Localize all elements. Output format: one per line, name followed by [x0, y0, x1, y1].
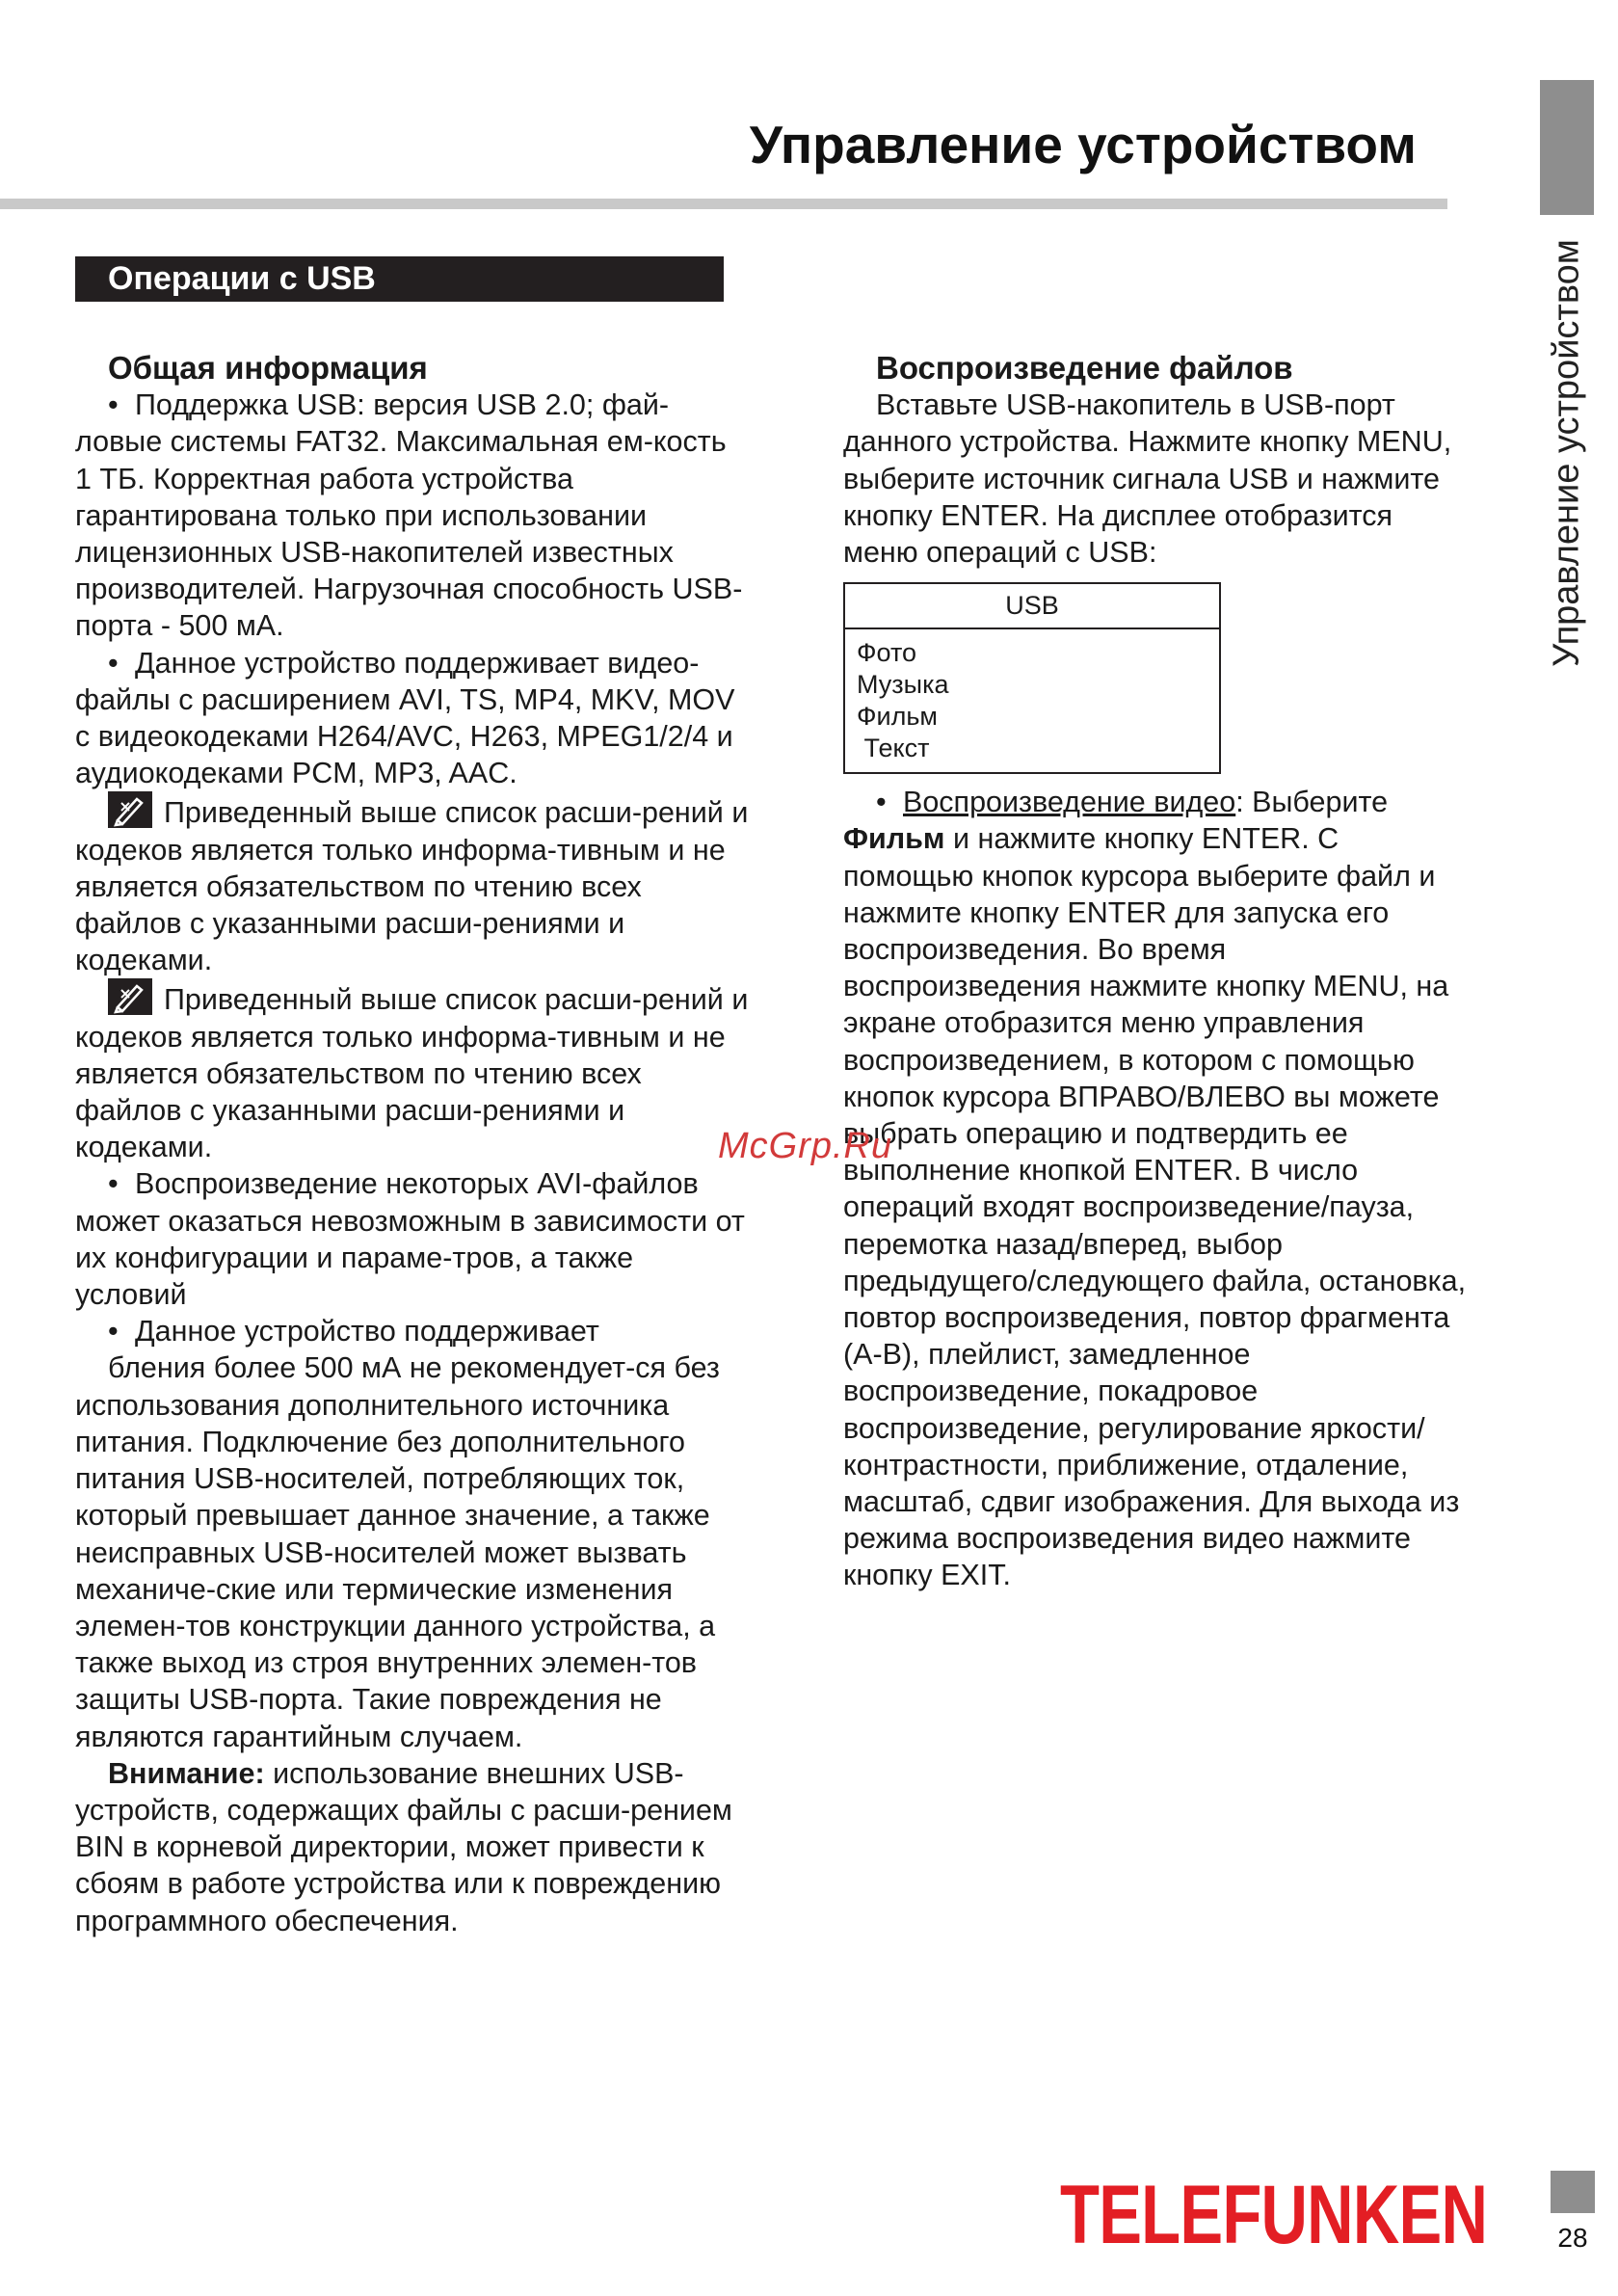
bullet-icon: • [108, 388, 119, 422]
note-pencil-icon [108, 791, 152, 828]
bullet-icon: • [108, 646, 119, 680]
bullet-device-supports: • Данное устройство поддерживает [75, 1313, 750, 1349]
playback-intro: Вставьте USB-накопитель в USB-порт данного устройства. Нажмите кнопку MENU, выберите источник сигнала USB и нажмите кнопку ENTER. На дисплее отобразится меню операций с USB: [843, 388, 1452, 570]
bullet-avi-playback: • Воспроизведение некоторых AVI-файлов может оказаться невозможным в зависимости от их конфигурации и параме-тров, а также условий [75, 1167, 745, 1312]
watermark: McGrp.Ru [718, 1126, 893, 1166]
bullet-video-formats: • Данное устройство поддерживает видео-файлы с расширением AVI, TS, MP4, MKV, MOV с видеокодеками H264/AVC, H263, MPEG1/2/4 и аудиокодеками PCM, MP3, AAC. [75, 646, 735, 790]
section-title: Операции с USB [75, 256, 724, 302]
bullet-icon: • [876, 786, 887, 819]
video-playback-paragraph: • Воспроизведение видео: Выберите Фильм и нажмите кнопку ENTER. С помощью кнопок курсора выберите файл и нажмите кнопку ENTER для запуска его воспроизведения. Во время воспроизведения нажмите кнопку MENU, на экране отобразится меню управления воспроизведением, в котором с помощью кнопок курсора ВПРАВО/ВЛЕВО вы можете выбрать операцию и подтвердить ее выполнение кнопкой ENTER. В число операций входят воспроизведение/пауза, перемотка назад/вперед, выбор предыдущего/следующего файла, остановка, повтор воспроизведения, повтор фрагмента (A-B), плейлист, замедленное воспроизведение, покадровое воспроизведение, регулирование яркости/контрастности, приближение, отдаление, масштаб, сдвиг изображения. Для выхода из режима воспроизведения видео нажмите кнопку EXIT. [843, 786, 1474, 1592]
page-number: 28 [1557, 2223, 1588, 2253]
note-2: Приведенный выше список расши-рений и кодеков является только информа-тивным и не является обязательством по чтению всех файлов с указанными расши-рениями и кодеками. [75, 978, 750, 1165]
usb-menu-title: USB [845, 584, 1219, 629]
bullet-usb-support: • Поддержка USB: версия USB 2.0; фай-ловые системы FAT32. Максимальная ем-кость 1 ТБ. Корректная работа устройства гарантирована только при использовании лицензионных USB-накопителей известных производителей. Нагрузочная способность USB-порта - 500 мА. [75, 388, 743, 643]
page-tab-block [1551, 2171, 1595, 2213]
menu-item-music: Музыка [857, 670, 949, 700]
bullet-icon: • [108, 1315, 119, 1348]
menu-item-photo: Фото [857, 638, 917, 668]
bullet-icon: • [108, 1167, 119, 1201]
usb-menu-items [845, 629, 1219, 772]
note-1: Приведенный выше список расши-рений и кодеков является только информа-тивным и не является обязательством по чтению всех файлов с указанными расши-рениями и кодеками. [75, 791, 750, 978]
left-column [75, 350, 750, 1939]
power-paragraph: бления более 500 мА не рекомендует-ся без использования дополнительного источника питания. Подключение без дополнительного питания USB-носителей, потребляющих ток, который превышает данное значение, а также неисправных USB-носителей может вызвать механиче-ские или термические изменения элемен-тов конструкции данного устройства, а также выход из строя внутренних элемен-тов защиты USB-порта. Такие повреждения не являются гарантийным случаем. [75, 1351, 720, 1753]
note-pencil-icon [108, 978, 152, 1015]
side-tab-block [1540, 80, 1594, 215]
brand-logo: TELEFUNKEN [1060, 2169, 1488, 2261]
side-tab-title: Управление устройством [1546, 239, 1587, 667]
general-info-heading: Общая информация [108, 350, 428, 386]
usb-menu-box [843, 582, 1221, 774]
header-rule [0, 199, 1447, 209]
warning-paragraph: Внимание: использование внешних USB-устройств, содержащих файлы с расши-рением BIN в корневой директории, может привести к сбоям в работе устройства или к повреждению программного обеспечения. [75, 1756, 732, 1937]
menu-item-movie: Фильм [857, 702, 938, 732]
video-playback-link: Воспроизведение видео [903, 786, 1236, 819]
playback-heading: Воспроизведение файлов [876, 350, 1293, 386]
right-column [843, 350, 1474, 1594]
page-title: Управление устройством [749, 115, 1417, 174]
menu-item-text: Текст [857, 734, 930, 763]
